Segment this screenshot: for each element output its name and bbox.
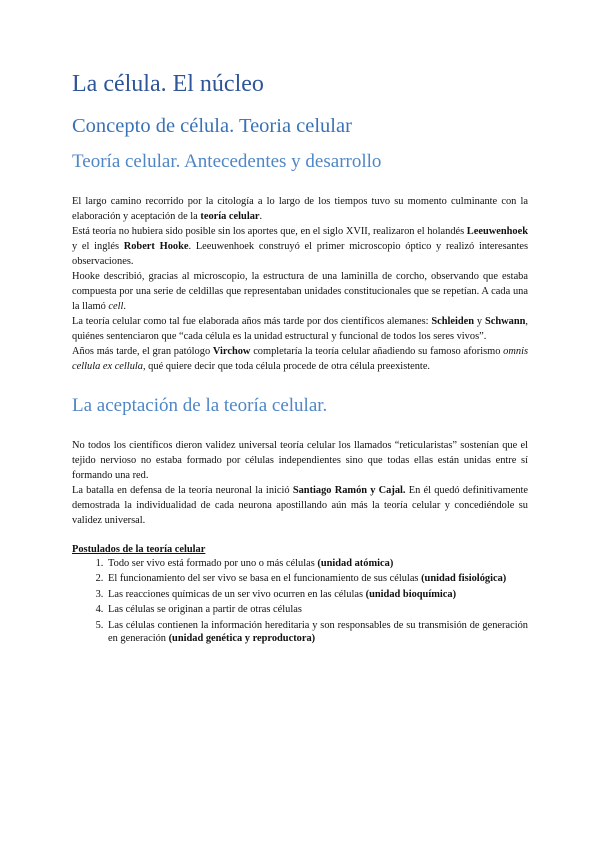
- list-item: 3. Las reacciones químicas de un ser vivo ocurren en las células (unidad bioquímica): [106, 588, 528, 601]
- paragraph-cajal: La batalla en defensa de la teoría neuronal la inició Santiago Ramón y Cajal. En él quedó definitivamente demostrada la individualidad de cada neurona apostillando aún más la teoría celular y concediéndole su validez universal.: [72, 484, 529, 526]
- section-heading-aceptacion: La aceptación de la teoría celular.: [72, 395, 328, 417]
- list-item: 5. Las células contienen la información hereditaria y son responsables de su transmisión de generación en generación (unidad genética y reproductora): [106, 619, 528, 646]
- document-page: [72, 70, 528, 647]
- list-item: 4. Las células se originan a partir de otras células: [106, 603, 528, 616]
- document-title: La célula. El núcleo: [72, 71, 264, 97]
- list-item: 2. El funcionamiento del ser vivo se basa en el funcionamiento de sus células (unidad fisiológica): [106, 572, 528, 585]
- section-heading-teoria-celular: Teoría celular. Antecedentes y desarrollo: [72, 151, 382, 173]
- paragraph-intro: El largo camino recorrido por la citología a lo largo de los tiempos tuvo su momento culminante con la elaboración y aceptación de la teoría celular.: [72, 196, 528, 223]
- postulados-list: [72, 557, 528, 645]
- paragraph-virchow: Años más tarde, el gran patólogo Virchow completaría la teoría celular añadiendo su famoso aforismo omnis cellula ex cellula, qué quiere decir que toda célula procede de otra célula preexistente.: [72, 346, 528, 373]
- postulados-title: Postulados de la teoría celular: [72, 543, 206, 555]
- paragraph-reticularistas: No todos los científicos dieron validez universal teoría celular los llamados “reticularistas” sostenían que el tejido nervioso no estaba formado por células independientes sino que todas ellas están unidas entre sí formando una red.: [72, 439, 528, 481]
- paragraph-schleiden-schwann: La teoría celular como tal fue elaborada años más tarde por dos científicos alemanes: Schleiden y Schwann, quiénes sentenciaron que “cada célula es la unidad estructural y funcional de todos los seres vivos”.: [72, 316, 528, 343]
- document-subtitle: Concepto de célula. Teoria celular: [72, 114, 352, 137]
- paragraph-hooke: Hooke describió, gracias al microscopio, la estructura de una laminilla de corcho, observando que estaba compuesta por una serie de celdillas que representaban unidades constitucionales que se repetían. A cada una la llamó cell.: [72, 271, 528, 313]
- list-item: 1. Todo ser vivo está formado por uno o más células (unidad atómica): [106, 557, 528, 570]
- paragraph-leeuwenhoek: Está teoría no hubiera sido posible sin los aportes que, en el siglo XVII, realizaron el holandés Leeuwenhoek y el inglés Robert Hooke. Leeuwenhoek construyó el primer microscopio óptico y realizó interesantes observaciones.: [72, 226, 528, 268]
